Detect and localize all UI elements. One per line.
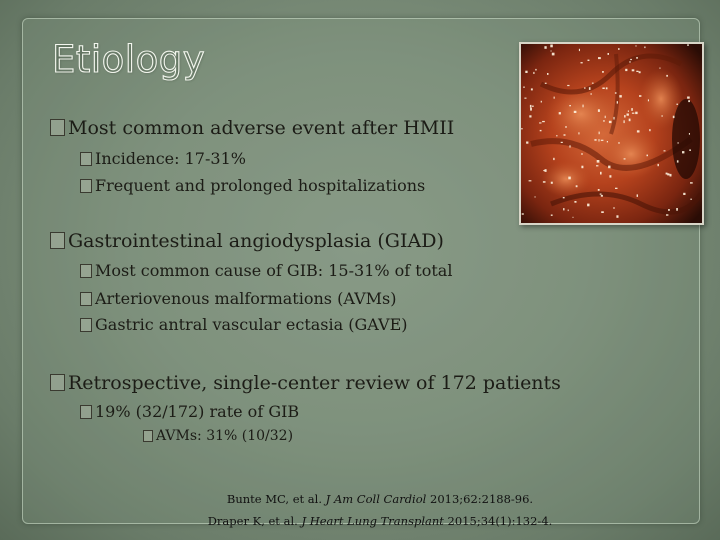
reference-2 — [140, 514, 620, 528]
bullet-text: Arteriovenous malformations (AVMs) — [95, 289, 397, 308]
bullet-text: Gastric antral vascular ectasia (GAVE) — [95, 315, 408, 334]
bullet-level-2 — [80, 289, 396, 308]
reference-2-details: 2015;34(1):132-4. — [447, 514, 553, 528]
bullet-box-icon — [50, 119, 65, 136]
bullet-text: Retrospective, single-center review of 172 patients — [68, 372, 561, 394]
bullet-level-2 — [80, 261, 452, 280]
bullet-box-icon — [50, 232, 65, 249]
bullet-text: Frequent and prolonged hospitalizations — [95, 176, 426, 195]
bullet-box-icon — [80, 179, 92, 193]
bullet-text: 19% (32/172) rate of GIB — [95, 402, 300, 421]
endoscopy-image — [519, 42, 704, 225]
reference-1-journal: J Am Coll Cardiol — [325, 492, 427, 506]
bullet-text: Most common cause of GIB: 15-31% of total — [95, 261, 453, 280]
bullet-box-icon — [80, 292, 92, 306]
bullet-level-1 — [50, 372, 561, 394]
bullet-level-2 — [80, 402, 299, 421]
bullet-level-1 — [50, 230, 444, 252]
bullet-level-3 — [143, 428, 293, 444]
reference-1-authors: Bunte MC, et al. — [226, 492, 323, 506]
bullet-box-icon — [143, 430, 153, 442]
reference-2-authors: Draper K, et al. — [207, 514, 298, 528]
bullet-text: Incidence: 17-31% — [95, 149, 246, 168]
bullet-level-2 — [80, 176, 425, 195]
bullet-level-1 — [50, 117, 454, 139]
bullet-box-icon — [80, 264, 92, 278]
bullet-text: Gastrointestinal angiodysplasia (GIAD) — [68, 230, 444, 252]
bullet-box-icon — [50, 374, 65, 391]
bullet-level-2 — [80, 315, 408, 334]
bullet-box-icon — [80, 152, 92, 166]
bullet-level-2 — [80, 149, 246, 168]
reference-1-details: 2013;62:2188-96. — [430, 492, 534, 506]
bullet-box-icon — [80, 318, 92, 332]
reference-2-journal: J Heart Lung Transplant — [301, 514, 444, 528]
reference-1 — [140, 492, 620, 506]
slide-title: Etiology — [52, 38, 206, 81]
bullet-text: Most common adverse event after HMII — [68, 117, 455, 139]
bullet-text: AVMs: 31% (10/32) — [156, 428, 294, 444]
bullet-box-icon — [80, 405, 92, 419]
